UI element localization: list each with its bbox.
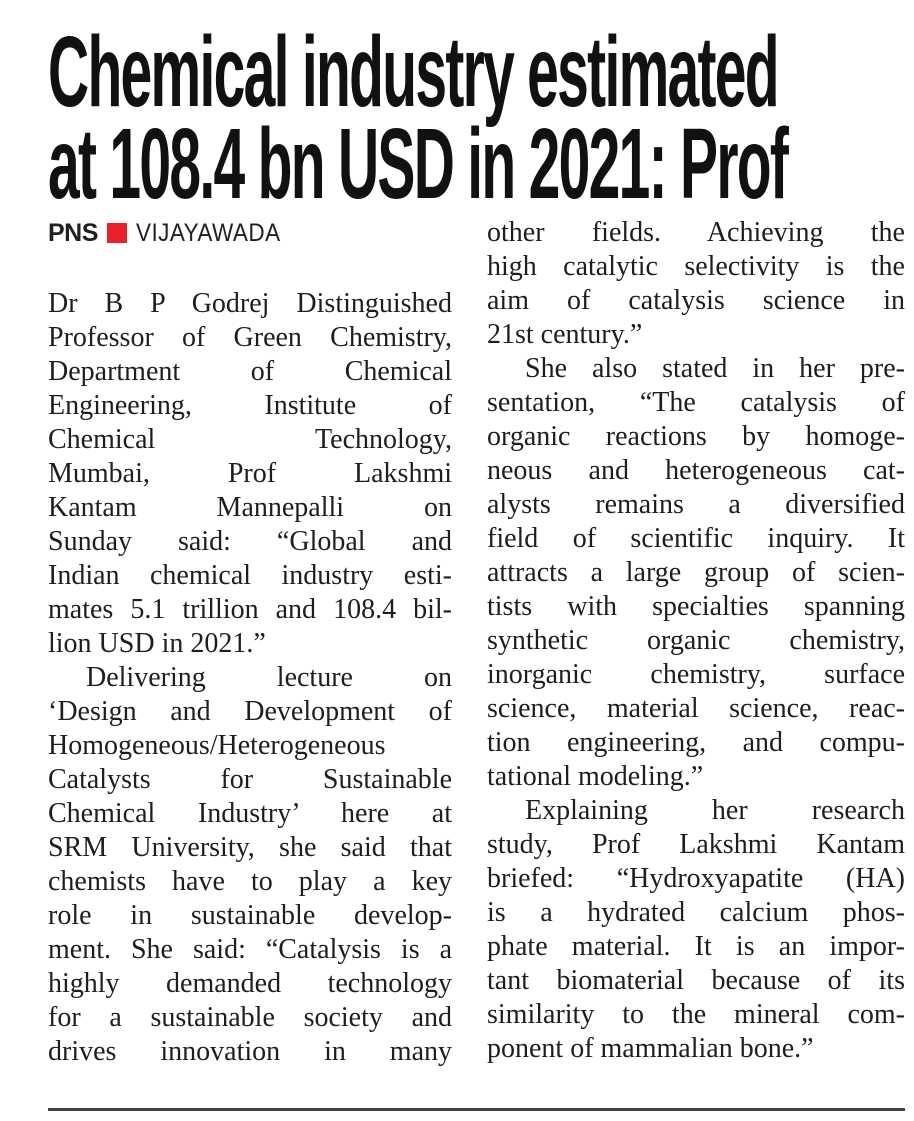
red-square-icon (107, 223, 127, 243)
article-text-line: tant biomaterial because of its (487, 965, 905, 996)
article-text-line: high catalytic selectivity is the (487, 251, 905, 282)
headline-line-2: at 108.4 bn USD in 2021: Prof (48, 108, 788, 220)
article-text-line: Dr B P Godrej Distinguished (48, 288, 452, 319)
article-text-line: chemists have to play a key (48, 866, 452, 897)
article-text-line: sentation, “The catalysis of (487, 387, 905, 418)
article-text-line: inorganic chemistry, surface (487, 659, 905, 690)
news-agency-label: PNS (48, 218, 98, 247)
article-text-line: is a hydrated calcium phos- (487, 897, 905, 928)
article-text-line: science, material science, reac- (487, 693, 905, 724)
article-text-line: similarity to the mineral com- (487, 999, 905, 1030)
article-text-line: briefed: “Hydroxyapatite (HA) (487, 863, 905, 894)
article-text-line: lion USD in 2021.” (48, 628, 266, 659)
article-text-line: neous and heterogeneous cat- (487, 455, 905, 486)
bottom-divider (48, 1108, 905, 1111)
article-text-line: tion engineering, and compu- (487, 727, 905, 758)
article-text-line: other fields. Achieving the (487, 217, 905, 248)
article-text-line: tational modeling.” (487, 761, 704, 792)
article-column-right (487, 216, 905, 1069)
article-text-line: drives innovation in many (48, 1036, 452, 1067)
article-text-line: Sunday said: “Global and (48, 526, 452, 557)
article-text-line: She also stated in her pre- (525, 353, 905, 384)
article-text-line: aim of catalysis science in (487, 285, 905, 316)
article-text-line: for a sustainable society and (48, 1002, 452, 1033)
article-column-left (48, 216, 452, 1069)
article-text-line: organic reactions by homoge- (487, 421, 905, 452)
headline-line-1: Chemical industry estimated (48, 16, 778, 128)
article-text-line: Professor of Green Chemistry, (48, 322, 452, 353)
article-text-line: ponent of mammalian bone.” (487, 1033, 814, 1064)
article-text-line: Chemical Industry’ here at (48, 798, 452, 829)
article-text-line: synthetic organic chemistry, (487, 625, 905, 656)
dateline-location: VIJAYAWADA (135, 218, 281, 247)
article-text-line: field of scientific inquiry. It (487, 523, 905, 554)
article-text-line: highly demanded technology (48, 968, 452, 999)
article-text-line: Homogeneous/Heterogeneous (48, 730, 386, 761)
article-text-line: study, Prof Lakshmi Kantam (487, 829, 905, 860)
article-text-line: attracts a large group of scien- (487, 557, 905, 588)
article-text-line: ‘Design and Development of (48, 696, 452, 727)
article-text-line: Chemical Technology, (48, 424, 452, 455)
article-text-line: Kantam Mannepalli on (48, 492, 452, 523)
article-headline (48, 16, 905, 220)
article-body (48, 216, 905, 1069)
article-text-line: role in sustainable develop- (48, 900, 452, 931)
article-text-line: mates 5.1 trillion and 108.4 bil- (48, 594, 452, 625)
article-text-line: ment. She said: “Catalysis is a (48, 934, 452, 965)
article-text-line: 21st century.” (487, 319, 643, 350)
article-text-line: phate material. It is an impor- (487, 931, 905, 962)
article-text-line: Engineering, Institute of (48, 390, 452, 421)
article-text-line: Department of Chemical (48, 356, 452, 387)
article-text-line: Catalysts for Sustainable (48, 764, 452, 795)
article-text-line: Indian chemical industry esti- (48, 560, 452, 591)
byline (48, 216, 452, 250)
article-text-line: Explaining her research (525, 795, 905, 826)
article-text-line: Mumbai, Prof Lakshmi (48, 458, 452, 489)
article-text-line: tists with specialties spanning (487, 591, 905, 622)
article-text-line: Delivering lecture on (86, 662, 452, 693)
article-text-line: SRM University, she said that (48, 832, 452, 863)
article-text-line: alysts remains a diversified (487, 489, 905, 520)
